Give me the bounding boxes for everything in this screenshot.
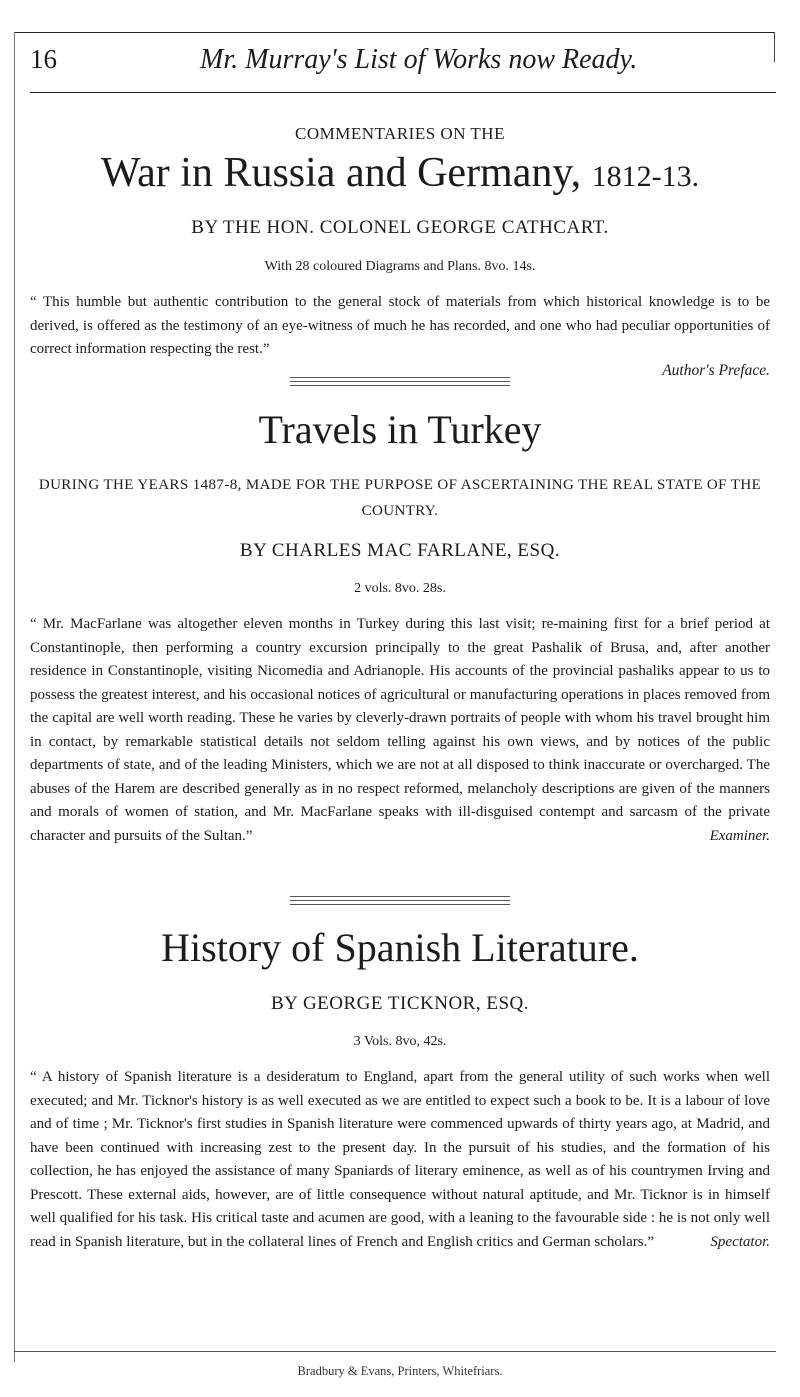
book1-years: 1812-13. [591, 160, 700, 193]
book1-attribution: Author's Preface. [662, 361, 770, 379]
book2-meta: 2 vols. 8vo. 28s. [354, 581, 446, 596]
section-separator [290, 896, 510, 908]
footer-rule [14, 1351, 776, 1352]
book1-title-text: War in Russia and Germany, [100, 150, 582, 196]
book2-quote: “ Mr. MacFarlane was altogether eleven months in Turkey during this last visit; re-maining first for a brief period at Constantinople, then performing a country excursion principally to the great Pashalik of Brusa, and, after another residence in Constantinople, visiting Nicomedia and Adrianople. His accounts of the provincial pashaliks appear to us to possess the greatest interest, and his occasional notices of agricultural or manufacturing operations in places removed from the capital are well worth reading. These he varies by cleverly-drawn portraits of people with whom his travel brought him in contact, by remarkable statistical details not seldom telling against his own views, and by notices of the public departments of state, and of the leading Ministers, which we are not at all disposed to think inaccurate or overcharged. The abuses of the Harem are described generally as in no respect reformed, melancholy descriptions are given of the manners and morals of women of station, and Mr. MacFarlane speaks with ill-disguised contempt and sarcasm of the private character and pursuits of the Sultan.” [30, 616, 770, 844]
page-number: 16 [30, 44, 57, 74]
book3-quote-wrap [30, 1066, 770, 1254]
book2-author-block [30, 540, 770, 562]
book2-title: Travels in Turkey [258, 407, 542, 452]
book1-title-block [30, 150, 770, 196]
book2-subtitle: DURING THE YEARS 1487-8, MADE FOR THE PURPOSE OF ASCERTAINING THE REAL STATE OF THE COUNTRY. [38, 477, 762, 520]
header-rule [30, 92, 776, 93]
book2-author: BY CHARLES MAC FARLANE, ESQ. [239, 540, 561, 561]
book3-author-block [30, 993, 770, 1015]
book3-attribution: Spectator. [710, 1233, 770, 1250]
book2-meta-block [30, 581, 770, 597]
book3-review [30, 1066, 770, 1254]
book1-quote: “ This humble but authentic contribution to the general stock of materials from which historical knowledge is to be derived, is offered as the testimony of an eye-witness of much he has recorded, and one who had peculiar opportunities of correct information respecting the rest.” [30, 294, 770, 357]
book3-meta-block [30, 1034, 770, 1050]
book3-title-block [30, 926, 770, 970]
book1-author-block [30, 217, 770, 239]
book1-meta: With 28 coloured Diagrams and Plans. 8vo. 14s. [264, 259, 536, 274]
book3-author: BY GEORGE TICKNOR, ESQ. [271, 993, 529, 1014]
book3-title: History of Spanish Literature. [161, 925, 639, 970]
book1-review [30, 291, 770, 380]
book1-author: BY THE HON. COLONEL GEORGE CATHCART. [191, 217, 609, 238]
section-separator [290, 377, 510, 389]
page-frame-right-rule [774, 32, 775, 62]
book3-quote: “ A history of Spanish literature is a desideratum to England, apart from the general utility of such works when well executed; and Mr. Ticknor's history is as well executed as we are entitled to expect such a book to be. It is a labour of love and of time ; Mr. Ticknor's first studies in Spanish literature were commenced upwards of thirty years ago, at Madrid, and have been continued with increasing zest to the present day. In the pursuit of his studies, and the formation of his collection, he has enjoyed the assistance of many Spaniards of literary eminence, as well as of his countrymen Irving and Prescott. These external aids, however, are of little consequence without natural aptitude, and Mr. Ticknor is in himself well qualified for his task. His critical taste and acumen are good, with a leaning to the favourable side : he is not only well read in Spanish literature, but in the collateral lines of French and English critics and German scholars.” [30, 1069, 770, 1250]
book2-title-block [30, 408, 770, 452]
page-frame-left-rule [14, 32, 15, 1362]
book1-kicker: COMMENTARIES ON THE [295, 124, 505, 143]
book1-title [30, 150, 770, 196]
running-title: Mr. Murray's List of Works now Ready. [200, 44, 638, 75]
page-header [30, 44, 770, 84]
book2-subtitle-block [30, 472, 770, 525]
book1-kicker-block [30, 124, 770, 144]
book2-quote-wrap [30, 613, 770, 848]
book1-meta-block [30, 259, 770, 275]
book2-review [30, 613, 770, 848]
page-frame-top-rule [14, 32, 774, 33]
printer-imprint: Bradbury & Evans, Printers, Whitefriars. [297, 1364, 503, 1378]
book3-meta: 3 Vols. 8vo, 42s. [353, 1034, 447, 1049]
book2-attribution: Examiner. [709, 827, 770, 844]
